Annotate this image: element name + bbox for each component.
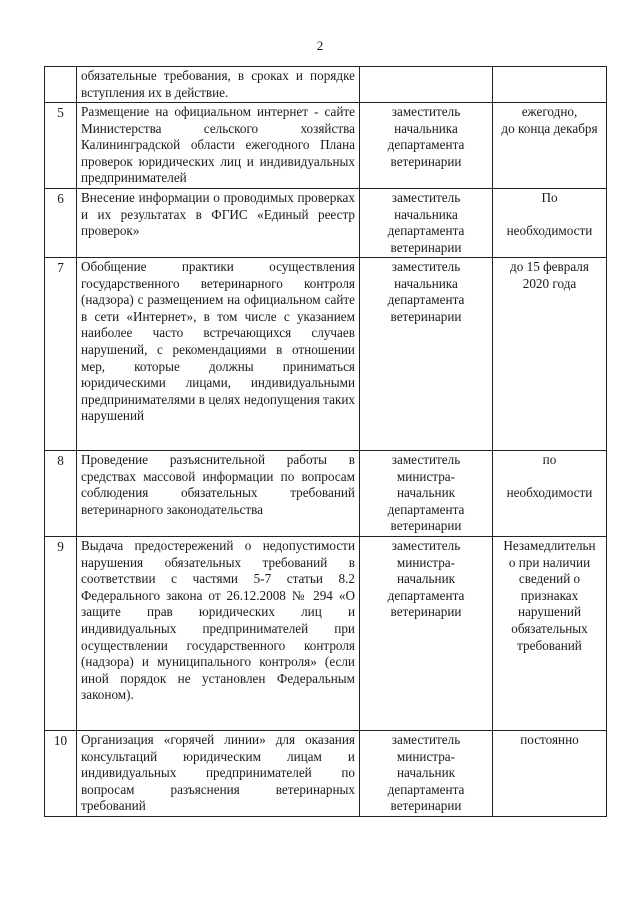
deadline-cell: по необходимости: [493, 451, 607, 537]
table-row: [45, 451, 607, 537]
activity-cell: Внесение информации о проводимых проверках и их результатах в ФГИС «Единый реестр проверок»: [77, 189, 360, 258]
row-number: 9: [45, 537, 77, 731]
activity-cell: Выдача предостережений о недопустимости нарушения обязательных требований в соответствии с частями 5-7 статьи 8.2 Федерального закона от 26.12.2008 № 294 «О защите прав юридических лиц и индивидуальных предпринимателей при осуществлении государственного контроля (надзора) и муниципального контроля» (если иной порядок не установлен Федеральным законом).: [77, 537, 360, 731]
row-number: 5: [45, 103, 77, 189]
responsible-cell: заместитель начальника департамента ветеринарии: [360, 258, 493, 451]
deadline-cell: Незамедлительн о при наличии сведений о признаках нарушений обязательных требований: [493, 537, 607, 731]
responsible-cell: [360, 67, 493, 103]
table-row: [45, 67, 607, 103]
plan-table: [44, 66, 607, 817]
activity-cell: обязательные требования, в сроках и порядке вступления их в действие.: [77, 67, 360, 103]
table-row: [45, 258, 607, 451]
row-number: 7: [45, 258, 77, 451]
deadline-cell: ежегодно, до конца декабря: [493, 103, 607, 189]
row-number: 8: [45, 451, 77, 537]
deadline-cell: постоянно: [493, 731, 607, 817]
activity-cell: Организация «горячей линии» для оказания консультаций юридическим лицам и индивидуальных предпринимателей по вопросам разъяснения ветеринарных требований: [77, 731, 360, 817]
table-row: [45, 103, 607, 189]
responsible-cell: заместитель министра- начальник департамента ветеринарии: [360, 537, 493, 731]
row-number: [45, 67, 77, 103]
responsible-cell: заместитель начальника департамента ветеринарии: [360, 189, 493, 258]
deadline-cell: [493, 67, 607, 103]
table-row: [45, 731, 607, 817]
row-number: 6: [45, 189, 77, 258]
row-number: 10: [45, 731, 77, 817]
deadline-cell: до 15 февраля 2020 года: [493, 258, 607, 451]
table-row: [45, 537, 607, 731]
activity-cell: Обобщение практики осуществления государственного ветеринарного контроля (надзора) с размещением на официальном сайте в сети «Интернет», в том числе с указанием наиболее часто встречающихся случаев нарушений, с рекомендациями в отношении мер, которые должны приниматься юридическими лицами, индивидуальными предпринимателями в целях недопущения таких нарушений: [77, 258, 360, 451]
activity-cell: Размещение на официальном интернет - сайте Министерства сельского хозяйства Калининградской области ежегодного Плана проверок юридических лиц и индивидуальных предпринимателей: [77, 103, 360, 189]
page-number: 2: [316, 38, 324, 53]
table-row: [45, 189, 607, 258]
responsible-cell: заместитель министра- начальник департамента ветеринарии: [360, 451, 493, 537]
responsible-cell: заместитель начальника департамента ветеринарии: [360, 103, 493, 189]
deadline-cell: По необходимости: [493, 189, 607, 258]
activity-cell: Проведение разъяснительной работы в средствах массовой информации по вопросам соблюдения обязательных требований ветеринарного законодательства: [77, 451, 360, 537]
responsible-cell: заместитель министра- начальник департамента ветеринарии: [360, 731, 493, 817]
